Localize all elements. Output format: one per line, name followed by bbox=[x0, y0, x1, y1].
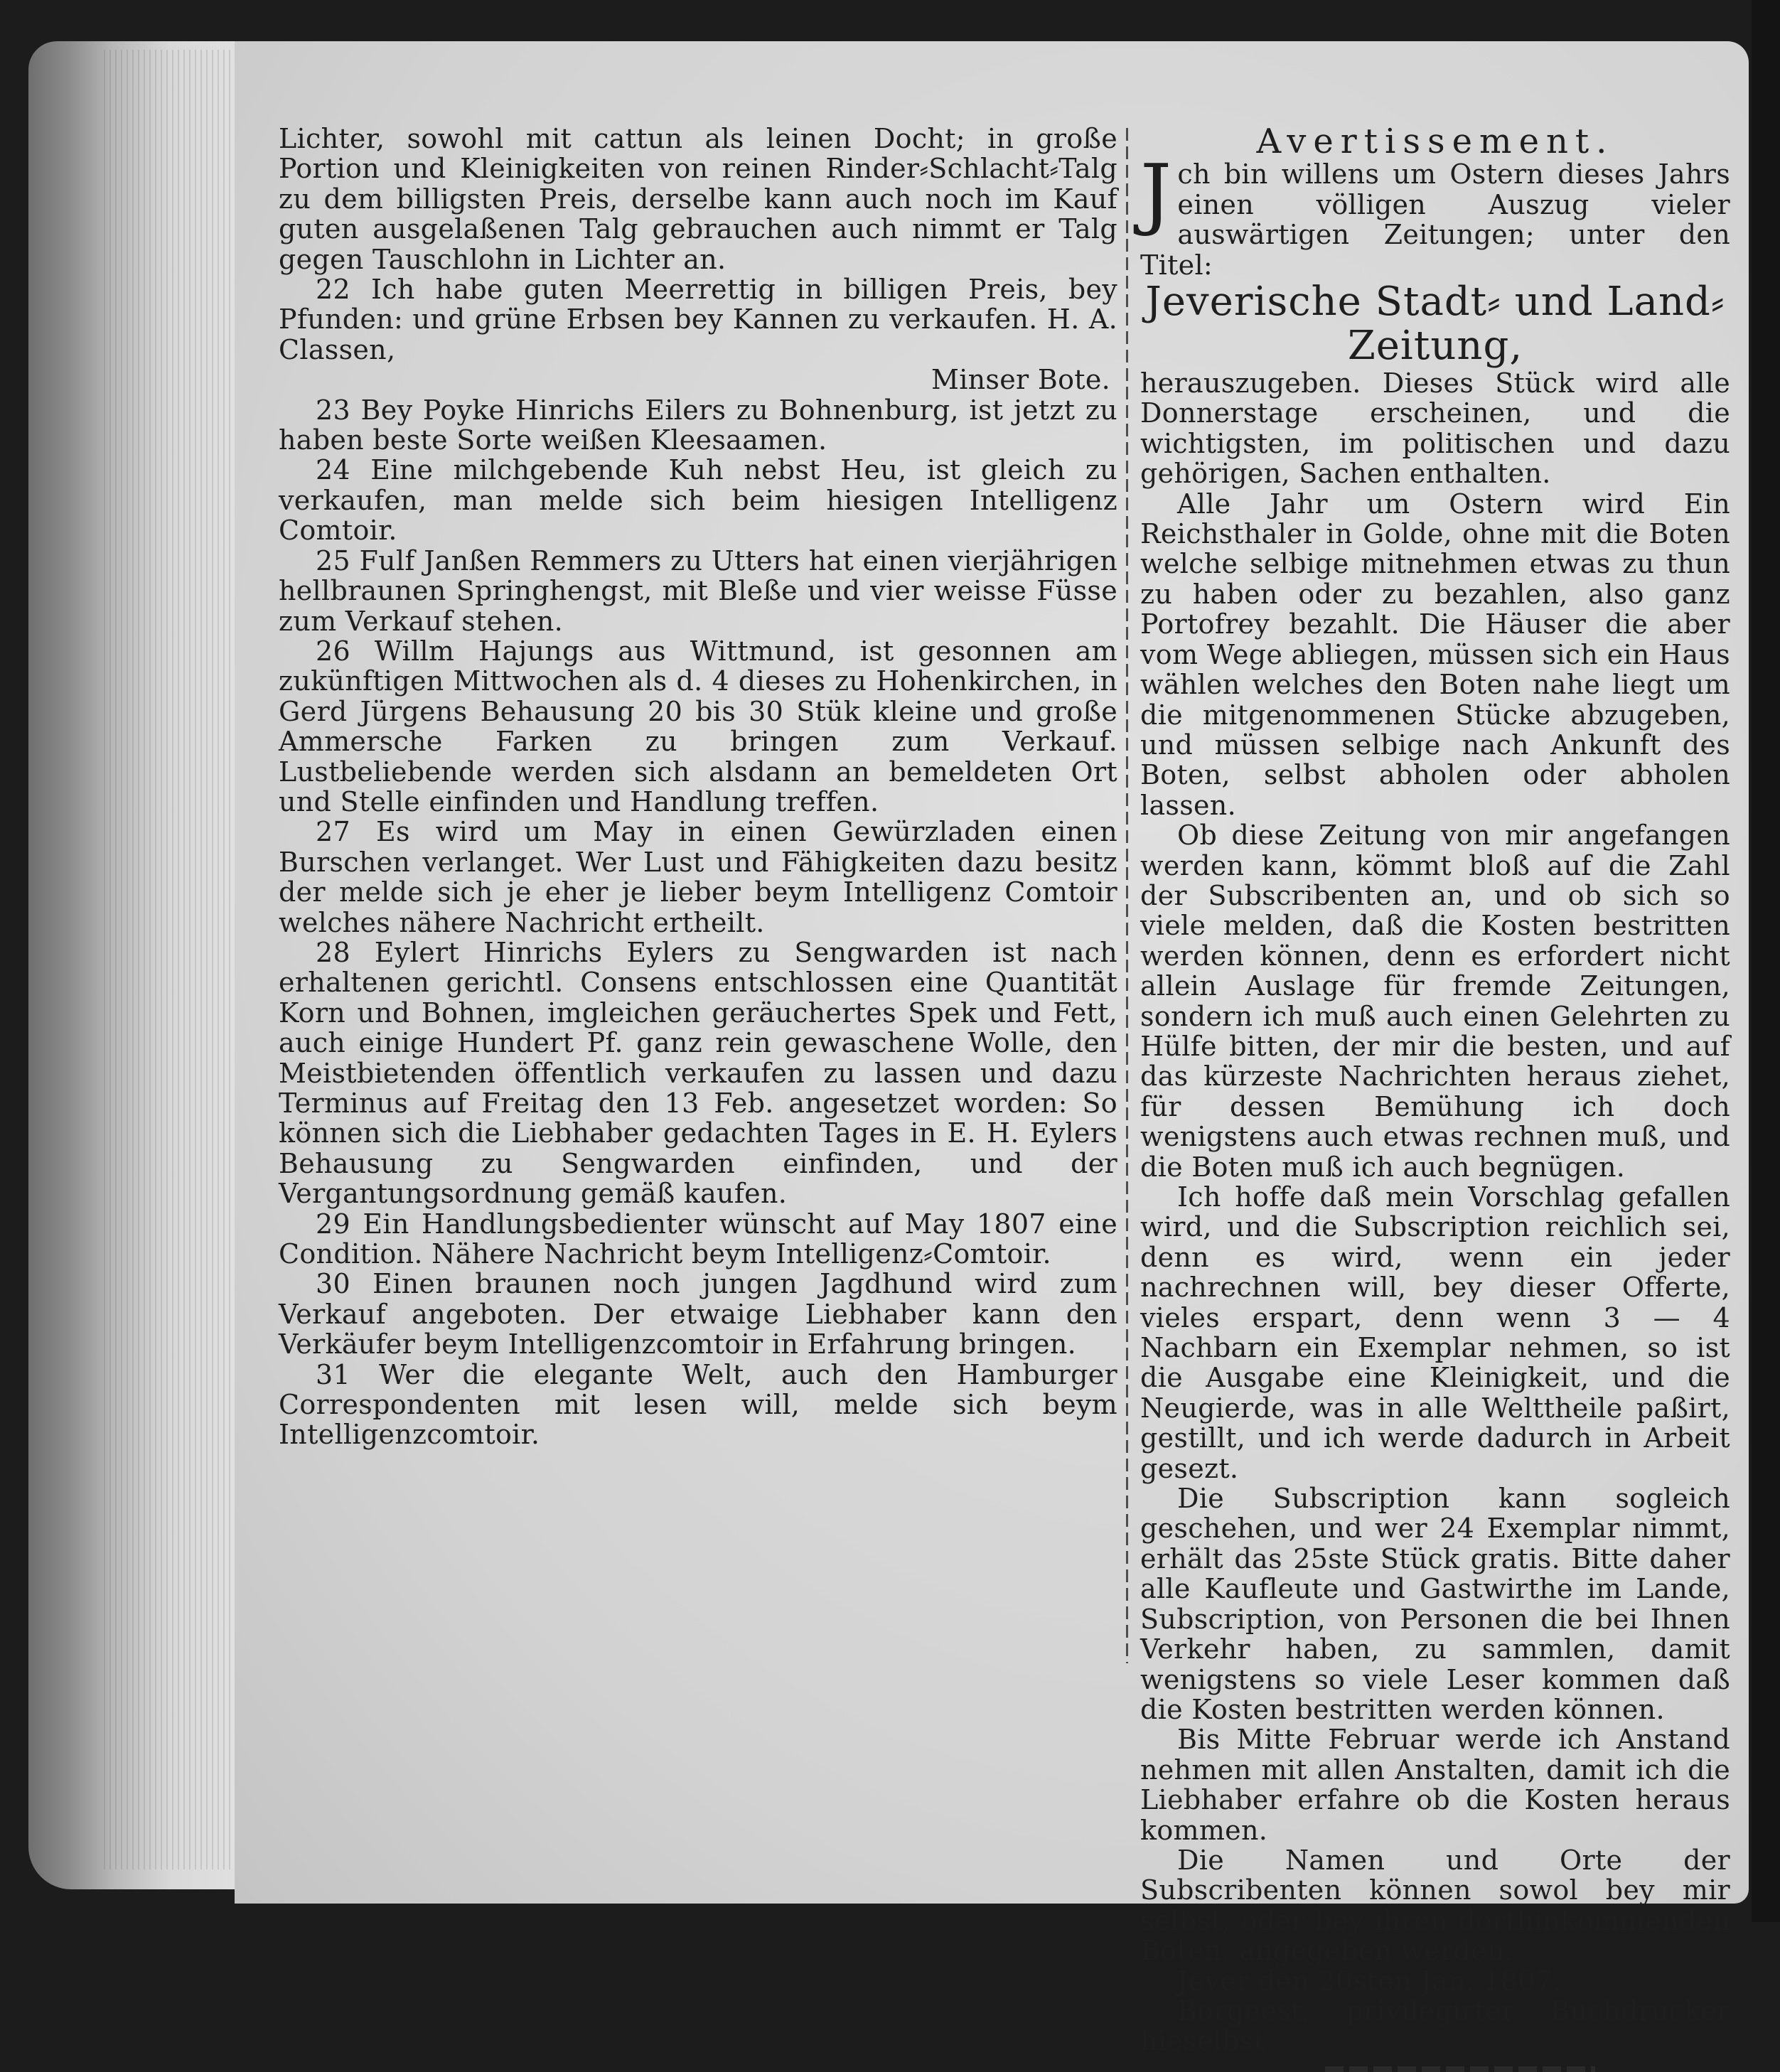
right-column bbox=[1140, 122, 1730, 2072]
paragraph-proposal: Ich hoffe daß mein Vorschlag gefallen wird, und die Subscription reichlich sei, denn es wird, wenn ein jeder nachrechnen will, bey dieser Offerte, vieles erspart, denn wenn 3 — 4 Nachbarn ein Exemplar nehmen, so ist die Ausgabe eine Kleinigkeit, und die Neugierde, was in alle Welttheile paßirt, gestillt, und ich werde dadurch in Arbeit gesezt. bbox=[1140, 1181, 1730, 1484]
dark-background-strip bbox=[1752, 0, 1780, 1922]
newspaper-title: Jeverische Stadt⸗ und Land⸗Zeitung, bbox=[1145, 279, 1725, 370]
paragraph-26: 26 Willm Hajungs aus Wittmund, ist gesonnen am zukünftigen Mittwochen als d. 4 dieses zu Hohenkirchen, in Gerd Jürgens Behausung 20 bis 30 Stük kleine und große Ammersche Farken zu bringen zum Verkauf. Lustbeliebende werden sich alsdann an bemeldeten Ort und Stelle einfinden und Handlung treffen. bbox=[279, 635, 1117, 817]
intro-paragraph bbox=[1140, 147, 1730, 281]
paragraph-25: 25 Fulf Janßen Remmers zu Utters hat einen vierjährigen hellbraunen Springhengst, mit Bleße und vier weisse Füsse zum Verkauf stehen. bbox=[279, 544, 1117, 637]
paragraph-subscription: Die Subscription kann sogleich geschehen, und wer 24 Exemplar nimmt, erhält das 25ste Stück gratis. Bitte daher alle Kaufleute und Gastwirthe im Lande, Subscription, von Personen die bei Ihnen Verkehr haben, zu sammlen, damit wenigstens so viele Leser kommen daß die Kosten bestritten werden können. bbox=[1140, 1483, 1730, 1725]
intro-text: ch bin willens um Ostern dieses Jahrs einen völligen Auszug vieler auswärtigen Zeitungen; unter den Titel: bbox=[1140, 159, 1730, 281]
signature: Borgeest, privilegirter Buchdrucker hieselbst bbox=[1140, 1995, 1730, 2057]
paragraph-29: 29 Ein Handlungsbedienter wünscht auf May 1807 eine Condition. Nähere Nachricht beym Intelligenz⸗Comtoir. bbox=[279, 1208, 1117, 1270]
paragraph-names: Die Namen und Orte der Subscribenten können sowol bey mir selbst, oder bey ihren dorthinkommenden Boten, angegeben werden. bbox=[1140, 1844, 1730, 1967]
closing-ornament bbox=[1325, 2066, 1595, 2072]
paragraph-22-sender: Minser Bote. bbox=[931, 364, 1110, 396]
paragraph-deadline: Bis Mitte Februar werde ich Anstand nehmen mit allen Anstalten, damit ich die Liebhaber erfahre ob die Kosten heraus kommen. bbox=[1140, 1724, 1730, 1846]
paragraph-subscribers: Ob diese Zeitung von mir angefangen werden kann, kömmt bloß auf die Zahl der Subscribenten an, und ob sich so viele melden, daß die Kosten bestritten werden können, denn es erfordert nicht allein Auslage für fremde Zeitungen, sondern ich muß auch einen Gelehrten zu Hülfe bitten, der mir die besten, und auf das kürzeste Nachrichten heraus ziehet, für dessen Bemühung ich doch wenigstens auch etwas rechnen muß, und die Boten muß ich auch begnügen. bbox=[1140, 820, 1730, 1183]
dateline: Jever den 20sten Jan. 1807. bbox=[1177, 1965, 1562, 1997]
paragraph-price: Alle Jahr um Ostern wird Ein Reichsthaler in Golde, ohne mit die Boten welche selbige mitnehmen etwas zu thun zu haben oder zu bezahlen, also ganz Portofrey bezahlt. Die Häuser die aber vom Wege abliegen, müssen sich ein Haus wählen welches den Boten nahe liegt um die mitgenommenen Stücke abzugeben, und müssen selbige nach Ankunft des Boten, selbst abholen oder abholen lassen. bbox=[1140, 488, 1730, 821]
column-divider bbox=[1126, 128, 1128, 1663]
paragraph-22: 22 Ich habe guten Meerrettig in billigen Preis, bey Pfunden: und grüne Erbsen bey Kannen zu verkaufen. H. A. Classen, bbox=[279, 274, 1117, 365]
paragraph-publish: herauszugeben. Dieses Stück wird alle Donnerstage erscheinen, und die wichtigsten, im politischen und dazu gehörigen, Sachen enthalten. bbox=[1140, 367, 1730, 490]
paragraph-27: 27 Es wird um May in einen Gewürzladen einen Burschen verlanget. Wer Lust und Fähigkeiten dazu besitz der melde sich je eher je lieber beym Intelligenz Comtoir welches nähere Nachricht ertheilt. bbox=[279, 816, 1117, 938]
paragraph-23: 23 Bey Poyke Hinrichs Eilers zu Bohnenburg, ist jetzt zu haben beste Sorte weißen Kleesaamen. bbox=[279, 394, 1117, 456]
left-column bbox=[279, 124, 1117, 1450]
drop-cap: J bbox=[1140, 147, 1172, 239]
paragraph-28: 28 Eylert Hinrichs Eylers zu Sengwarden ist nach erhaltenen gerichtl. Consens entschlossen eine Quantität Korn und Bohnen, imgleichen geräuchertes Spek und Fett, auch einige Hundert Pf. ganz rein gewaschene Wolle, den Meistbietenden öffentlich verkaufen zu lassen und dazu Terminus auf Freitag den 13 Feb. angesetzet worden: So können sich die Liebhaber gedachten Tages in E. H. Eylers Behausung zu Sengwarden einfinden, und der Vergantungsordnung gemäß kaufen. bbox=[279, 936, 1117, 1210]
paragraph-31: 31 Wer die elegante Welt, auch den Hamburger Correspondenten mit lesen will, melde sich beym Intelligenzcomtoir. bbox=[279, 1358, 1117, 1451]
paragraph-24: 24 Eine milchgebende Kuh nebst Heu, ist gleich zu verkaufen, man melde sich beim hiesigen Intelligenz Comtoir. bbox=[279, 454, 1117, 547]
advertisement-heading: Avertissement. bbox=[1256, 122, 1614, 161]
paragraph-30: 30 Einen braunen noch jungen Jagdhund wird zum Verkauf angeboten. Der etwaige Liebhaber kann den Verkäufer beym Intelligenzcomtoir in Erfahrung bringen. bbox=[279, 1268, 1117, 1360]
paragraph-candles: Lichter, sowohl mit cattun als leinen Docht; in große Portion und Kleinigkeiten von reinen Rinder⸗Schlacht⸗Talg zu dem billigsten Preis, derselbe kann auch noch im Kauf guten ausgelaßenen Talg gebrauchen auch nimmt er Talg gegen Tauschlohn in Lichter an. bbox=[279, 123, 1117, 275]
